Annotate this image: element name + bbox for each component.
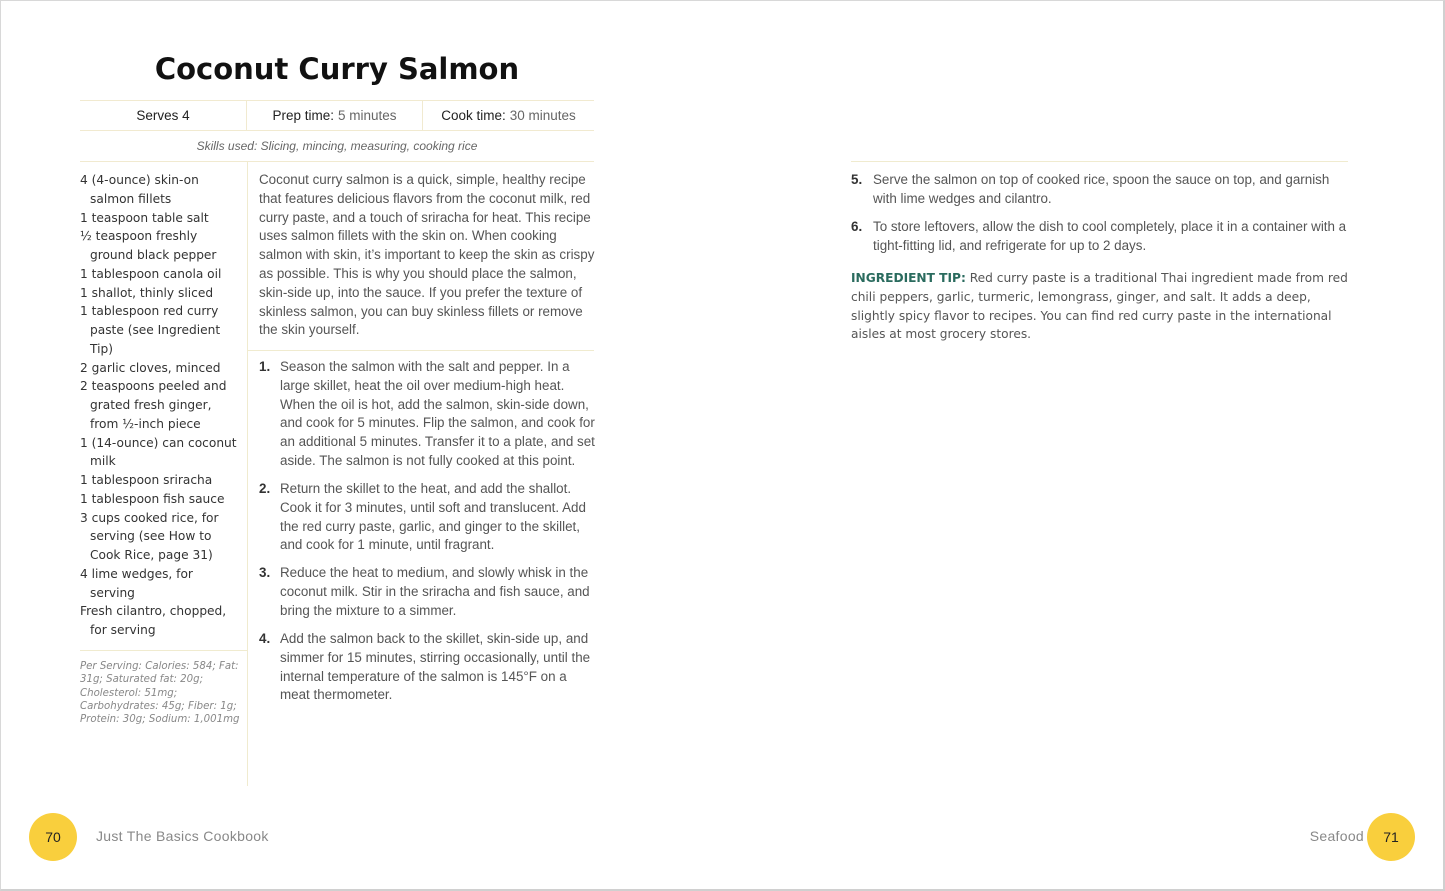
steps-list-left — [259, 358, 595, 714]
ingredient-item: 1 tablespoon canola oil — [80, 266, 222, 281]
recipe-title: Coconut Curry Salmon — [154, 52, 520, 86]
steps-list-right — [851, 171, 1351, 265]
step-number: 3. — [259, 565, 271, 581]
step-item — [259, 480, 595, 555]
step-item — [259, 564, 595, 620]
nutrition-info: Per Serving: Calories: 584; Fat: 31g; Saturated fat: 20g; Cholesterol: 51mg; Carbohydrates: 45g; Fiber: 1g; Protein: 30g; Sodium: 1,001mg — [80, 661, 240, 726]
right-page-divider — [851, 161, 1348, 162]
cook-time — [422, 101, 594, 130]
ingredient-item: ½ teaspoon freshly ground black pepper — [80, 229, 217, 262]
step-number: 1. — [259, 359, 271, 374]
ingredient-item: 1 shallot, thinly sliced — [80, 285, 214, 300]
intro-divider — [248, 350, 594, 351]
step-text: To store leftovers, allow the dish to cool completely, place it in a container with a tight-fitting lid, and refrigerate for up to 2 days. — [873, 218, 1347, 253]
recipe-intro: Coconut curry salmon is a quick, simple, healthy recipe that features delicious flavors from the coconut milk, red curry paste, and a touch of sriracha for heat. This recipe uses salmon fillets with the skin on. When cooking salmon with skin, it’s important to keep the skin as crispy as possible. This is why you should place the salmon, skin-side up, into the sauce. If you prefer the texture of skinless salmon, you can buy skinless fillets or remove the skin yourself. — [259, 172, 595, 338]
step-item — [851, 171, 1351, 209]
ingredient-item: 1 teaspoon table salt — [80, 210, 209, 225]
cook-time-label: Cook time: — [441, 108, 506, 123]
serves — [80, 101, 246, 130]
ingredient-item: 2 teaspoons peeled and grated fresh ginger, from ½-inch piece — [80, 379, 227, 431]
step-number: 2. — [259, 480, 271, 496]
step-item — [259, 358, 595, 471]
ingredient-tip — [851, 269, 1351, 344]
ingredient-list — [80, 171, 240, 640]
prep-time — [246, 101, 422, 130]
step-item — [259, 630, 595, 705]
ingredient-item: 3 cups cooked rice, for serving (see How to Cook Rice, page 31) — [80, 510, 219, 562]
prep-time-label: Prep time: — [272, 108, 334, 123]
step-text: Reduce the heat to medium, and slowly whisk in the coconut milk. Stir in the sriracha and fish sauce, and bring the mixture to a simmer. — [280, 565, 590, 618]
serves-label: Serves 4 — [136, 108, 190, 123]
ingredient-item: 4 (4-ounce) skin-on salmon fillets — [80, 173, 199, 206]
ingredients-divider — [80, 650, 247, 651]
recipe-meta-row — [80, 100, 594, 131]
step-number: 6. — [851, 218, 863, 234]
column-divider — [247, 162, 248, 786]
cook-time-value: 30 minutes — [509, 108, 576, 123]
book-title-footer: Just The Basics Cookbook — [96, 828, 269, 844]
ingredient-item: 1 tablespoon fish sauce — [80, 491, 225, 506]
page-number-badge-right: 71 — [1367, 813, 1415, 861]
ingredient-item: 1 tablespoon sriracha — [80, 473, 213, 487]
step-number: 4. — [259, 630, 271, 646]
ingredient-item: 2 garlic cloves, minced — [80, 360, 221, 375]
step-text: Serve the salmon on top of cooked rice, spoon the sauce on top, and garnish with lime wedges and cilantro. — [873, 172, 1330, 206]
step-text: Add the salmon back to the skillet, skin-side up, and simmer for 15 minutes, stirring occasionally, until the internal temperature of the salmon is 145°F on a meat thermometer. — [280, 630, 591, 703]
page-number-badge-left: 70 — [29, 813, 77, 861]
ingredient-item: 4 lime wedges, for serving — [80, 566, 193, 600]
ingredient-item: 1 (14-ounce) can coconut milk — [80, 435, 237, 469]
ingredient-tip-text: Red curry paste is a traditional Thai ingredient made from red chili peppers, garlic, turmeric, lemongrass, ginger, and salt. It adds a deep, slightly spicy flavor to recipes. You can find red curry paste in the international aisles at most grocery stores. — [851, 271, 1348, 342]
prep-time-value: 5 minutes — [338, 108, 397, 123]
step-number: 5. — [851, 172, 863, 187]
ingredient-item: 1 tablespoon red curry paste (see Ingredient Tip) — [80, 304, 221, 356]
ingredient-item: Fresh cilantro, chopped, for serving — [80, 604, 227, 637]
skills-used: Skills used: Slicing, mincing, measuring, cooking rice — [80, 131, 594, 162]
step-item — [851, 218, 1351, 256]
ingredient-tip-label: INGREDIENT TIP: — [851, 271, 966, 285]
chapter-title-footer: Seafood — [1309, 828, 1364, 844]
step-text: Return the skillet to the heat, and add the shallot. Cook it for 3 minutes, until soft and translucent. Add the red curry paste, garlic, and ginger to the skillet, and cook for 1 minute, until fragrant. — [280, 480, 586, 553]
step-text: Season the salmon with the salt and pepper. In a large skillet, heat the oil over medium-high heat. When the oil is hot, add the salmon, skin-side down, and cook for 5 minutes. Flip the salmon, and cook for an additional 5 minutes. Transfer it to a plate, and set aside. The salmon is not fully cooked at this point. — [280, 359, 595, 468]
